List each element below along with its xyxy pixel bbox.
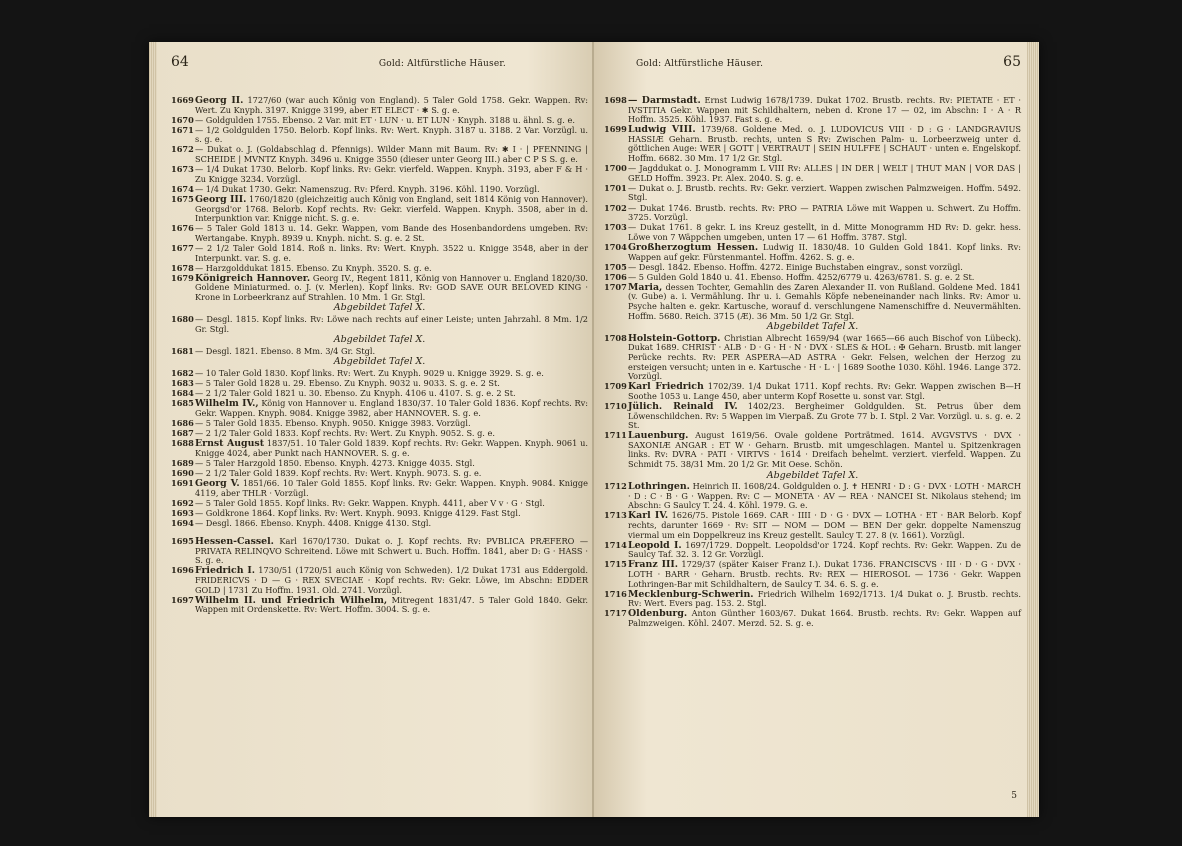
catalog-entry: [604, 382, 1021, 401]
lot-number: 1675: [171, 193, 194, 204]
lot-description: [195, 165, 588, 184]
catalog-entry: [171, 315, 588, 334]
lot-text: — Desgl. 1821. Ebenso. 8 Mm. 3/4 Gr. Stgl.: [195, 345, 376, 356]
lot-number: 1696: [171, 565, 194, 576]
lot-number: 1713: [604, 510, 627, 521]
lot-text: Ludwig II. 1830/48. 10 Gulden Gold 1841. Kopf links. Rv: Wappen auf gekr. Fürstenmantel. Hoffm. 4262. S. g. e.: [628, 241, 1021, 262]
lot-number: 1708: [604, 332, 627, 343]
lot-description: [628, 511, 1021, 540]
lot-text: Christian Albrecht 1659/94 (war 1665—66 auch Bischof von Lübeck). Dukat 1689. CHRIST · ALB · D · G · H · N · DVX · SLES & HOL : ✠ Geharn. Brustb. mit langer Perücke rechts. Rv: PER ASPERA—AD ASTRA · Gekr. Felsen, welchen der Herzog zu ersteigen versucht; unten in e. Kartusche · H · L · | 1689 Soothe 1030. Köhl. 1946. Lange 372. Vorzügl.: [628, 332, 1021, 382]
catalog-entry: [171, 96, 588, 115]
lot-text: — 2 1/2 Taler Gold 1839. Kopf rechts. Rv: Wert. Knyph. 9073. S. g. e.: [195, 467, 482, 478]
page-number: 65: [1003, 54, 1021, 70]
lot-description: [628, 204, 1021, 223]
catalog-entry: [171, 596, 588, 615]
lot-number: 1686: [171, 418, 194, 428]
lot-description: [628, 96, 1021, 125]
plate-reference: Abgebildet Tafel X.: [766, 321, 859, 333]
lot-description: [195, 399, 588, 418]
lot-description: [195, 315, 588, 334]
catalog-entry: [604, 609, 1021, 628]
lot-heading: Friedrich I.: [195, 565, 256, 577]
lot-number: 1707: [604, 281, 627, 292]
lot-text: Ernst Ludwig 1678/1739. Dukat 1702. Brustb. rechts. Rv: PIETATE · ET · IVSTITIA Gekr. Wappen mit Schildhaltern, neben d. Krone 17 — 02, im Abschn: I · A · R Hoffm. 3525. Köhl. 1937. Fast s. g. e.: [628, 95, 1022, 125]
lot-description: [628, 184, 1021, 203]
plate-reference: Abgebildet Tafel X.: [333, 302, 426, 314]
catalog-entry: [604, 334, 1021, 382]
catalog-entry: [604, 560, 1021, 589]
lot-description: [628, 334, 1021, 382]
lot-number: 1688: [171, 438, 194, 449]
lot-number: 1699: [604, 124, 627, 135]
lot-text: 1851/66. 10 Taler Gold 1855. Kopf links. Rv: Gekr. Wappen. Knyph. 9084. Knigge 4119, aber THLR · Vorzügl.: [195, 478, 588, 498]
lot-description: [628, 283, 1021, 321]
catalog-entry: [604, 482, 1021, 511]
lot-text: Friedrich Wilhelm 1692/1713. 1/4 Dukat o. J. Brustb. rechts. Rv: Wert. Evers pag. 153. 2. Stgl.: [628, 588, 1021, 609]
right-page: [594, 42, 1039, 817]
plate-reference: Abgebildet Tafel X.: [333, 334, 426, 346]
catalog-entry: [604, 204, 1021, 223]
lot-text: 1626/75. Pistole 1669. CAR · IIII · D · G · DVX — LOTHA · ET · BAR Belorb. Kopf rechts, darunter 1669 · Rv: SIT — NOM — DOM — BEN Der gekr. doppelte Namenszug viermal um ein Doppelkreuz ins Kreuz gestellt. Saulcy T. 27. 8 (v. 1661). Vorzügl.: [628, 510, 1021, 540]
catalog-entry: [604, 223, 1021, 242]
page-edge-left: [149, 42, 157, 817]
lot-description: [628, 609, 1021, 628]
left-page: [149, 42, 594, 817]
catalog-entry: [171, 126, 588, 145]
lot-description: [195, 126, 588, 145]
lot-text: — 5 Taler Harzgold 1850. Ebenso. Knyph. 4273. Knigge 4035. Stgl.: [195, 457, 475, 468]
lot-heading: Wilhelm IV.,: [195, 398, 259, 410]
lot-number: 1712: [604, 481, 627, 492]
catalog-entry: [171, 347, 588, 357]
lot-text: 1697/1729. Doppelt. Leopoldsd'or 1724. Kopf rechts. Rv: Gekr. Wappen. Zu de Saulcy Taf. 32. 3. 12 Gr. Vorzügl.: [628, 539, 1021, 560]
lot-text: — Dukat 1746. Brustb. rechts. Rv: PRO — PATRIA Löwe mit Wappen u. Schwert. Zu Hoffm. 3725. Vorzügl.: [628, 202, 1021, 223]
lot-number: 1703: [604, 222, 627, 233]
lot-description: [195, 244, 588, 263]
catalog-entries: [604, 96, 1021, 629]
lot-text: dessen Tochter, Gemahlin des Zaren Alexander II. von Rußland. Goldene Med. 1841 (v. Gube) a. i. Vermählung. Ihr u. i. Gemahls Köpfe nebeneinander nach links. Rv: Amor u. Psyche halten e. gekr. Kartusche, worauf d. verschlungene Namenschiffre d. Neuvermählten. Hoffm. 5680. Reich. 3715 (Æ). 36 Mm. 50 1/2 Gr. Stgl.: [628, 281, 1021, 321]
lot-number: 1706: [604, 271, 627, 282]
catalog-entry: [171, 244, 588, 263]
lot-text: 1402/23. Bergheimer Goldgulden. St. Petrus über dem Löwenschildchen. Rv: 5 Wappen im Vierpaß. Zu Grote 77 b. I. Stpl. 2 Var. Vorzügl. u. s. g. e. 2 St.: [628, 400, 1022, 431]
lot-text: 1730/51 (1720/51 auch König von Schweden). 1/2 Dukat 1731 aus Eddergold. FRIDERICVS · D — G · REX SVECIAE · Kopf rechts. Rv: Gekr. Löwe, im Abschn: EDDER GOLD | 1731 Zu Hoffm. 1931. Old. 2741. Vorzügl.: [195, 565, 589, 595]
lot-description: [195, 537, 588, 566]
lot-description: [628, 431, 1021, 469]
lot-number: 1678: [171, 262, 194, 273]
lot-text: — 2 1/2 Taler Gold 1821 u. 30. Ebenso. Zu Knyph. 4106 u. 4107. S. g. e. 2 St.: [195, 388, 516, 399]
page-edge-right: [1027, 42, 1039, 817]
lot-description: [628, 590, 1021, 609]
lot-number: 1716: [604, 588, 627, 599]
lot-description: [628, 243, 1021, 262]
lot-text: — 2 1/2 Taler Gold 1833. Kopf rechts. Rv: Wert. Zu Knyph. 9052. S. g. e.: [195, 428, 495, 439]
lot-number: 1669: [171, 95, 194, 105]
lot-description: [628, 382, 1021, 401]
catalog-entry: [604, 541, 1021, 560]
lot-number: 1692: [171, 497, 194, 508]
lot-text: 1739/68. Goldene Med. o. J. LUDOVICUS VIII · D : G · LANDGRAVIUS HASSIÆ Geharn. Brustb. rechts, unten S Rv: Zwischen Palm- u. Lorbeerzweig unter d. göttlichen Auge: WER | GOTT | VERTRAUT | SEIN HULFFE | SCHAUT · unten e. Engelskopf. Hoffm. 6682. 30 Mm. 17 1/2 Gr. Stgl.: [628, 124, 1022, 164]
lot-number: 1672: [171, 144, 194, 155]
lot-number: 1676: [171, 223, 194, 234]
lot-heading: Großherzogtum Hessen.: [628, 241, 759, 253]
catalog-entry: [171, 519, 588, 529]
lot-number: 1714: [604, 539, 627, 550]
lot-number: 1702: [604, 202, 627, 213]
lot-text: — 1/4 Dukat 1730. Belorb. Kopf links. Rv: Gekr. vierfeld. Wappen. Knyph. 3193, aber F & H · Zu Knigge 3234. Vorzügl.: [195, 164, 588, 184]
lot-description: [628, 402, 1021, 431]
lot-number: 1681: [171, 345, 194, 356]
lot-heading: Franz III.: [628, 559, 679, 571]
lot-heading: Georg II.: [195, 95, 244, 106]
running-title: Gold: Altfürstliche Häuser.: [636, 59, 764, 69]
lot-description: [628, 482, 1021, 511]
lot-heading: Ernst August: [195, 438, 265, 450]
catalog-entry: [171, 439, 588, 458]
signature-mark: 5: [1011, 791, 1017, 801]
catalog-entry: [604, 96, 1021, 125]
lot-number: 1697: [171, 594, 194, 605]
page-number: 64: [171, 54, 189, 70]
catalog-entry: [604, 164, 1021, 183]
catalog-entry: [171, 479, 588, 498]
catalog-entry: [171, 145, 588, 164]
lot-text: — 5 Taler Gold 1855. Kopf links. Rv: Gekr. Wappen. Knyph. 4411, aber V v · G · Stgl.: [195, 497, 545, 508]
lot-text: — 5 Taler Gold 1828 u. 29. Ebenso. Zu Knyph. 9032 u. 9033. S. g. e. 2 St.: [195, 378, 500, 389]
catalog-entry: [604, 431, 1021, 469]
lot-description: [628, 125, 1021, 163]
lot-description: [628, 541, 1021, 560]
lot-description: [195, 566, 588, 595]
lot-heading: Karl IV.: [628, 510, 669, 522]
lot-number: 1679: [171, 272, 194, 283]
lot-description: [195, 519, 588, 529]
lot-number: 1695: [171, 536, 194, 547]
lot-text: 1760/1820 (gleichzeitig auch König von England, seit 1814 König von Hannover). Georgsd'or 1768. Belorb. Kopf rechts. Rv: Gekr. vierfeld. Wappen. Knyph. 3508, aber in d. Interpunktion var. Knigge nicht. S. g. e.: [195, 193, 588, 224]
lot-number: 1673: [171, 164, 194, 175]
lot-number: 1670: [171, 114, 194, 125]
plate-reference: Abgebildet Tafel X.: [766, 469, 859, 481]
catalog-entry: [604, 125, 1021, 163]
lot-heading: Ludwig VIII.: [628, 124, 696, 136]
lot-text: — 1/2 Goldgulden 1750. Belorb. Kopf links. Rv: Wert. Knyph. 3187 u. 3188. 2 Var. Vorzügl. u. s. g. e.: [195, 124, 588, 145]
lot-description: [628, 560, 1021, 589]
lot-heading: Georg V.: [195, 478, 240, 490]
catalog-entry: [171, 274, 588, 303]
lot-description: [195, 439, 588, 458]
lot-text: — 2 1/2 Taler Gold 1814. Roß n. links. Rv: Wert. Knyph. 3522 u. Knigge 3548, aber in der Interpunkt. var. S. g. e.: [195, 242, 588, 263]
lot-heading: Wilhelm II. und Friedrich Wilhelm,: [195, 594, 388, 606]
lot-number: 1717: [604, 608, 627, 619]
lot-text: Mitregent 1831/47. 5 Taler Gold 1840. Gekr. Wappen mit Ordenskette. Rv: Wert. Hoffm. 3004. S. g. e.: [195, 594, 588, 615]
lot-description: [195, 224, 588, 243]
lot-text: — 5 Taler Gold 1835. Ebenso. Knyph. 9050. Knigge 3983. Vorzügl.: [195, 418, 471, 428]
lot-number: 1701: [604, 182, 627, 193]
lot-description: [195, 347, 588, 357]
lot-number: 1700: [604, 163, 627, 174]
lot-number: 1693: [171, 507, 194, 518]
lot-text: Anton Günther 1603/67. Dukat 1664. Brustb. rechts. Rv: Gekr. Wappen auf Palmzweigen. Köhl. 2407. Merzd. 52. S. g. e.: [628, 608, 1021, 628]
lot-text: Georg IV., Regent 1811, König von Hannover u. England 1820/30. Goldene Miniaturmed. o. J. (v. Merlen). Kopf links. Rv: GOD SAVE OUR BELOVED KING · Krone in Lorbeerkranz auf Strahlen. 10 Mm. 1 Gr. Stgl.: [195, 272, 589, 302]
lot-text: — 5 Taler Gold 1813 u. 14. Gekr. Wappen, vom Bande des Hosenbandordens umgeben. Rv: Wertangabe. Knyph. 8939 u. Knyph. nicht. S. g. e. 2 St.: [195, 223, 588, 243]
lot-number: 1690: [171, 467, 194, 478]
catalog-entry: [604, 184, 1021, 203]
lot-heading: Lothringen.: [628, 481, 690, 493]
lot-description: [195, 596, 588, 615]
lot-text: — Goldgulden 1755. Ebenso. 2 Var. mit ET · LUN · u. ET LUN · Knyph. 3188 u. ähnl. S. g. e.: [195, 114, 575, 125]
catalog-entry: [171, 165, 588, 184]
lot-text: — Jagddukat o. J. Monogramm L VIII Rv: ALLES | IN DER | WELT | THUT MAN | VOR DAS | GELD Hoffm. 3923. Pr. Alex. 2040. S. g. e.: [628, 163, 1021, 183]
lot-heading: Königreich Hannover.: [195, 272, 311, 284]
lot-description: [628, 223, 1021, 242]
lot-number: 1698: [604, 95, 627, 105]
catalog-entry: [604, 511, 1021, 540]
lot-heading: Jülich. Reinald IV.: [628, 400, 738, 412]
lot-text: — Goldkrone 1864. Kopf links. Rv: Wert. Knyph. 9093. Knigge 4129. Fast Stgl.: [195, 507, 521, 518]
lot-text: — Desgl. 1866. Ebenso. Knyph. 4408. Knigge 4130. Stgl.: [195, 517, 432, 528]
lot-heading: Leopold I.: [628, 539, 682, 551]
lot-number: 1710: [604, 400, 627, 411]
catalog-entry: [171, 224, 588, 243]
lot-description: [195, 96, 588, 115]
plate-reference: Abgebildet Tafel X.: [333, 356, 426, 368]
lot-description: [195, 145, 588, 164]
catalog-entries: [171, 96, 588, 615]
catalog-entry: [171, 195, 588, 224]
lot-number: 1715: [604, 559, 627, 570]
catalog-entry: [604, 243, 1021, 262]
lot-text: 1702/39. 1/4 Dukat 1711. Kopf rechts. Rv: Gekr. Wappen zwischen B—H Soothe 1053 u. Lange 450, aber unterm Kopf Rosette u. sonst var. Stgl.: [628, 381, 1022, 401]
lot-number: 1694: [171, 517, 194, 528]
lot-heading: — Darmstadt.: [628, 95, 701, 106]
catalog-entry: [171, 399, 588, 418]
lot-text: — Dukat o. J. Brustb. rechts. Rv: Gekr. verziert. Wappen zwischen Palmzweigen. Hoffm. 5492. Stgl.: [628, 182, 1021, 203]
lot-description: [195, 195, 588, 224]
running-title: Gold: Altfürstliche Häuser.: [378, 59, 506, 69]
lot-text: 1727/60 (war auch König von England). 5 Taler Gold 1758. Gekr. Wappen. Rv: Wert. Zu Knyph. 3197. Knigge 3199, aber ET ELECT · ✱ S. g. e.: [195, 95, 588, 115]
lot-text: 1729/37 (später Kaiser Franz I.). Dukat 1736. FRANCISCVS · III · D · G · DVX · LOTH · BARR · Geharn. Brustb. rechts. Rv: REX — HIEROSOL — 1736 · Gekr. Wappen Lothringen-Bar mit Schildhaltern, de Saulcy T. 34. 6. S. g. e.: [628, 559, 1021, 589]
lot-description: [195, 274, 588, 303]
lot-text: Karl 1670/1730. Dukat o. J. Kopf rechts. Rv: PVBLICA PRÆFERO — PRIVATA RELINQVO Schreitend. Löwe mit Schwert u. Buch. Hoffm. 1841, aber D: G · HASS · S. g. e.: [195, 536, 589, 566]
lot-text: Heinrich II. 1608/24. Goldgulden o. J. ✝ HENRI · D : G · DVX · LOTH · MARCH · D : C · B · G · Wappen. Rv: C — MONETA · AV — REA · NANCEI St. Nikolaus stehend; im Abschn: G Saulcy T. 24. 4. Köhl. 1979. G. e.: [628, 481, 1021, 511]
catalog-entry: [171, 566, 588, 595]
lot-number: 1687: [171, 428, 194, 439]
lot-text: — 1/4 Dukat 1730. Gekr. Namenszug. Rv: Pferd. Knyph. 3196. Köhl. 1190. Vorzügl.: [195, 183, 540, 194]
lot-number: 1685: [171, 398, 194, 409]
lot-number: 1682: [171, 368, 194, 379]
lot-number: 1709: [604, 381, 627, 392]
left-page-header: [171, 54, 588, 70]
lot-number: 1711: [604, 430, 627, 441]
lot-number: 1684: [171, 388, 194, 399]
lot-number: 1705: [604, 261, 627, 272]
lot-number: 1691: [171, 478, 194, 489]
lot-text: König von Hannover u. England 1830/37. 10 Taler Gold 1836. Kopf rechts. Rv: Gekr. Wappen. Knyph. 9084. Knigge 3982, aber HANNOVER. S. g. e.: [195, 398, 588, 418]
catalog-entry: [604, 283, 1021, 321]
lot-heading: Holstein-Gottorp.: [628, 332, 721, 344]
lot-number: 1671: [171, 124, 194, 135]
lot-heading: Oldenburg.: [628, 608, 688, 620]
lot-heading: Mecklenburg-Schwerin.: [628, 588, 754, 600]
book-spread: [149, 42, 1039, 817]
lot-number: 1704: [604, 241, 627, 252]
lot-number: 1689: [171, 457, 194, 468]
lot-heading: Hessen-Cassel.: [195, 536, 274, 548]
lot-description: [628, 164, 1021, 183]
lot-description: [195, 479, 588, 498]
lot-heading: Maria,: [628, 281, 663, 293]
lot-number: 1683: [171, 378, 194, 389]
lot-text: — Dukat o. J. (Goldabschlag d. Pfennigs). Wilder Mann mit Baum. Rv: ✱ I · | PFENNING | SCHEIDE | MVNTZ Knyph. 3496 u. Knigge 3550 (dieser unter Georg III.) aber C P S S. g. e.: [195, 144, 588, 165]
right-page-header: [604, 54, 1021, 70]
catalog-entry: [604, 590, 1021, 609]
lot-text: — 10 Taler Gold 1830. Kopf links. Rv: Wert. Zu Knyph. 9029 u. Knigge 3929. S. g. e.: [195, 368, 544, 379]
lot-text: — Desgl. 1815. Kopf links. Rv: Löwe nach rechts auf einer Leiste; unten Jahrzahl. 8 Mm. 1/2 Gr. Stgl.: [195, 314, 588, 334]
lot-text: August 1619/56. Ovale goldene Porträtmed. 1614. AVGVSTVS · DVX · SAXONIÆ ANGAR : ET W · Geharn. Brustb. mit umgeschlagen. Mantel u. Spitzenkragen links. Rv: DVRA · PATI · VIRTVS · 1614 · Dreifach behelmt. verziert. vierfeld. Wappen. Zu Schmidt 75. 38/31 Mm. 20 1/2 Gr. Mit Oese. Schön.: [628, 430, 1021, 469]
lot-number: 1674: [171, 183, 194, 194]
lot-text: — Harzgolddukat 1815. Ebenso. Zu Knyph. 3520. S. g. e.: [195, 262, 432, 273]
catalog-entry: [171, 537, 588, 566]
catalog-entry: [604, 402, 1021, 431]
lot-heading: Georg III.: [195, 193, 247, 205]
lot-text: 1837/51. 10 Taler Gold 1839. Kopf rechts. Rv: Gekr. Wappen. Knyph. 9061 u. Knigge 4024, aber Punkt nach HANNOVER. S. g. e.: [195, 438, 588, 458]
lot-number: 1680: [171, 314, 194, 325]
lot-text: — Desgl. 1842. Ebenso. Hoffm. 4272. Einige Buchstaben eingrav., sonst vorzügl.: [628, 261, 963, 272]
lot-heading: Lauenburg.: [628, 430, 689, 442]
lot-text: — 5 Gulden Gold 1840 u. 41. Ebenso. Hoffm. 4252/6779 u. 4263/6781. S. g. e. 2 St.: [628, 271, 975, 282]
lot-heading: Karl Friedrich: [628, 381, 704, 393]
lot-number: 1677: [171, 242, 194, 253]
lot-text: — Dukat 1761. 8 gekr. L ins Kreuz gestellt, in d. Mitte Monogramm HD Rv: D. gekr. hess. Löwe von 7 Wäppchen umgeben, unten 17 — 61 Hoffm. 3787. Stgl.: [628, 222, 1021, 242]
